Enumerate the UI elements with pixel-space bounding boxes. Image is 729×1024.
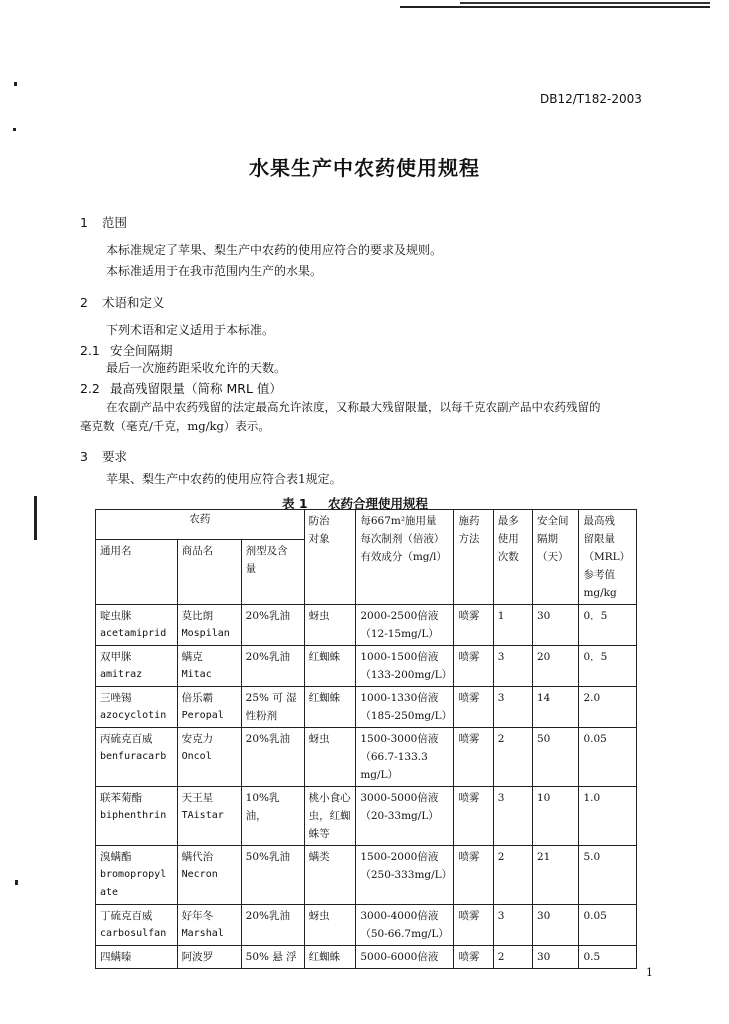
- cell-times-line: 2: [497, 733, 505, 745]
- table-row: [96, 605, 637, 646]
- cell-formulation-line: 20%乳油: [245, 610, 290, 622]
- cell-common-name-line: 丙硫克百威: [100, 733, 153, 745]
- cell-interval-line: 14: [536, 692, 551, 704]
- cell-target-line: 蚜虫: [308, 910, 330, 922]
- cell-target-line: 虫，红蜘: [308, 810, 351, 822]
- cell-interval: [532, 846, 578, 905]
- cell-target: [304, 846, 356, 905]
- cell-interval-line: 10: [536, 792, 551, 804]
- cell-common-name: [96, 905, 178, 946]
- cell-target-line: 螨类: [308, 851, 330, 863]
- cell-target: [304, 687, 356, 728]
- cell-trade-name: [177, 905, 241, 946]
- header-interval-line: 隔期: [536, 533, 558, 545]
- section-number: 2: [80, 295, 88, 310]
- cell-common-name-line: benfuracarb: [100, 751, 167, 762]
- header-method-line: 施药: [458, 515, 480, 527]
- table-row: [96, 728, 637, 787]
- cell-dosage-line: 1500-3000倍液: [360, 733, 439, 745]
- cell-dosage-line: 3000-5000倍液: [360, 792, 439, 804]
- cell-formulation: [241, 905, 304, 946]
- header-method-line: 方法: [458, 533, 480, 545]
- cell-target: [304, 605, 356, 646]
- section-3-intro: 苹果、梨生产中农药的使用应符合表1规定。: [106, 472, 342, 486]
- cell-dosage: [356, 728, 454, 787]
- section-title: 范围: [102, 215, 128, 230]
- cell-mrl: [579, 605, 637, 646]
- cell-target: [304, 905, 356, 946]
- cell-trade-name-line: 安克力: [181, 733, 214, 745]
- cell-trade-name-line: Mitac: [181, 669, 212, 680]
- scan-mark: [13, 128, 16, 131]
- cell-dosage-line: 2000-2500倍液: [360, 610, 439, 622]
- cell-trade-name-line: 倍乐霸: [181, 692, 214, 704]
- cell-method: [454, 905, 493, 946]
- header-target: [304, 510, 356, 605]
- header-trade-name: 商品名: [177, 540, 241, 605]
- cell-times: [493, 728, 532, 787]
- cell-formulation-line: 20%乳油: [245, 651, 290, 663]
- cell-method-line: 喷雾: [458, 651, 480, 663]
- section-number: 3: [80, 449, 88, 464]
- cell-mrl-line: 2.0: [583, 692, 601, 704]
- cell-times-line: 3: [497, 692, 505, 704]
- header-mrl: [579, 510, 637, 605]
- cell-dosage: [356, 605, 454, 646]
- cell-interval: [532, 787, 578, 846]
- cell-trade-name: [177, 946, 241, 969]
- section-2-1-text: 最后一次施药距采收允许的天数。: [106, 361, 287, 375]
- top-rule-secondary: [460, 2, 710, 4]
- cell-common-name-line: carbosulfan: [100, 928, 167, 939]
- section-1-heading: [80, 213, 127, 231]
- section-3-heading: [80, 447, 127, 465]
- cell-target: [304, 728, 356, 787]
- cell-times-line: 2: [497, 951, 505, 963]
- section-2-heading: [80, 293, 165, 311]
- cell-dosage-line: （50-66.7mg/L）: [360, 928, 449, 940]
- table-caption-title: 农药合理使用规程: [328, 496, 429, 511]
- cell-times: [493, 687, 532, 728]
- pesticide-table: [95, 509, 637, 969]
- cell-method-line: 喷雾: [458, 610, 480, 622]
- standard-code: DB12/T182-2003: [540, 92, 642, 106]
- header-times-line: 使用: [497, 533, 519, 545]
- header-times-line: 次数: [497, 551, 519, 563]
- cell-target-line: 红蜘蛛: [308, 651, 341, 663]
- cell-times-line: 3: [497, 910, 505, 922]
- section-2-2-heading: [80, 379, 282, 397]
- cell-trade-name-line: Marshal: [181, 928, 224, 939]
- cell-common-name: [96, 646, 178, 687]
- cell-common-name-line: biphenthrin: [100, 810, 167, 821]
- cell-mrl: [579, 646, 637, 687]
- header-interval: [532, 510, 578, 605]
- scan-mark: [15, 880, 18, 885]
- cell-common-name-line: ate: [100, 887, 119, 898]
- header-formulation-line: 量: [245, 563, 257, 576]
- cell-method: [454, 687, 493, 728]
- table-row: [96, 687, 637, 728]
- cell-interval: [532, 946, 578, 969]
- cell-dosage: [356, 787, 454, 846]
- cell-common-name-line: 三唑锡: [100, 692, 132, 704]
- table-row: [96, 787, 637, 846]
- cell-dosage-line: 1000-1330倍液: [360, 692, 439, 704]
- cell-method-line: 喷雾: [458, 792, 480, 804]
- cell-method-line: 喷雾: [458, 851, 480, 863]
- cell-target-line: 蛛等: [308, 828, 330, 840]
- cell-target-line: 红蜘蛛: [308, 692, 341, 704]
- table-row: [96, 646, 637, 687]
- cell-dosage-line: 3000-4000倍液: [360, 910, 439, 922]
- cell-mrl: [579, 687, 637, 728]
- header-pesticide: 农药: [96, 510, 305, 540]
- cell-common-name-line: bromopropyl: [100, 869, 167, 880]
- cell-trade-name-line: 天王星: [181, 792, 214, 804]
- cell-trade-name: [177, 787, 241, 846]
- cell-common-name-line: 双甲脒: [100, 651, 132, 663]
- cell-dosage-line: 1000-1500倍液: [360, 651, 439, 663]
- header-dosage: [356, 510, 454, 605]
- cell-dosage-line: 5000-6000倍液: [360, 951, 439, 963]
- cell-formulation-line: 10%乳油，: [245, 792, 280, 822]
- cell-common-name: [96, 687, 178, 728]
- cell-trade-name-line: 螨克: [181, 651, 203, 663]
- header-times: [493, 510, 532, 605]
- scan-mark: [14, 82, 17, 86]
- cell-target-line: 蚜虫: [308, 733, 330, 745]
- header-dosage-line: 有效成分（mg/l）: [360, 551, 447, 563]
- cell-mrl-line: 0．5: [583, 651, 608, 663]
- cell-trade-name-line: 螨代治: [181, 851, 214, 863]
- cell-interval-line: 50: [536, 733, 551, 745]
- header-mrl-line: mg/kg: [583, 587, 617, 599]
- cell-mrl: [579, 728, 637, 787]
- cell-dosage-line: 1500-2000倍液: [360, 851, 439, 863]
- cell-formulation-line: 25% 可 湿: [245, 692, 297, 704]
- cell-formulation: [241, 646, 304, 687]
- cell-mrl-line: 5.0: [583, 851, 601, 863]
- cell-common-name-line: acetamiprid: [100, 628, 167, 639]
- cell-interval: [532, 728, 578, 787]
- cell-common-name: [96, 605, 178, 646]
- scan-mark: [34, 496, 37, 540]
- cell-times: [493, 946, 532, 969]
- cell-common-name: [96, 946, 178, 969]
- cell-target: [304, 787, 356, 846]
- table-header-row-1: [96, 510, 637, 540]
- cell-dosage: [356, 687, 454, 728]
- header-mrl-line: （MRL）: [583, 551, 631, 563]
- cell-formulation-line: 20%乳油: [245, 733, 290, 745]
- header-mrl-line: 参考值: [583, 569, 615, 581]
- cell-times: [493, 846, 532, 905]
- cell-dosage-line: （20-33mg/L）: [360, 810, 439, 822]
- cell-trade-name-line: 好年冬: [181, 910, 214, 922]
- cell-common-name-line: 四螨嗪: [100, 951, 132, 963]
- cell-interval: [532, 905, 578, 946]
- cell-formulation: [241, 946, 304, 969]
- cell-interval: [532, 687, 578, 728]
- section-number: 2.1: [80, 343, 100, 358]
- table-row: [96, 905, 637, 946]
- cell-interval: [532, 646, 578, 687]
- cell-mrl: [579, 846, 637, 905]
- cell-mrl-line: 0．5: [583, 610, 608, 622]
- section-number: 2.2: [80, 381, 100, 396]
- cell-trade-name: [177, 687, 241, 728]
- cell-dosage: [356, 646, 454, 687]
- section-2-2-text-line-1: 在农副产品中农药残留的法定最高允许浓度，又称最大残留限量，以每千克农副产品中农药残留的: [106, 400, 601, 414]
- cell-times: [493, 787, 532, 846]
- cell-formulation-line: 20%乳油: [245, 910, 290, 922]
- cell-common-name: [96, 846, 178, 905]
- cell-formulation: [241, 846, 304, 905]
- top-rule: [400, 6, 710, 8]
- cell-dosage-line: mg/L）: [360, 769, 399, 781]
- cell-mrl: [579, 787, 637, 846]
- cell-times: [493, 646, 532, 687]
- cell-method: [454, 728, 493, 787]
- cell-dosage-line: （12-15mg/L）: [360, 628, 439, 640]
- section-number: 1: [80, 215, 88, 230]
- cell-formulation-line: 性粉剂: [245, 710, 278, 722]
- header-times-line: 最多: [497, 515, 519, 527]
- page-number: 1: [646, 966, 653, 979]
- table-body: [96, 605, 637, 969]
- cell-common-name: [96, 728, 178, 787]
- header-method: [454, 510, 493, 605]
- cell-trade-name: [177, 846, 241, 905]
- cell-formulation: [241, 728, 304, 787]
- section-title: 最高残留限量（简称 MRL 值）: [110, 381, 282, 396]
- cell-common-name-line: azocyclotin: [100, 710, 167, 721]
- table-caption-number: 表 1: [282, 496, 308, 511]
- cell-times-line: 3: [497, 792, 505, 804]
- header-formulation-line: 剂型及含: [245, 545, 288, 558]
- section-2-1-heading: [80, 341, 173, 359]
- cell-dosage: [356, 905, 454, 946]
- cell-mrl-line: 1.0: [583, 792, 601, 804]
- cell-common-name-line: 丁硫克百威: [100, 910, 153, 922]
- cell-interval: [532, 605, 578, 646]
- cell-interval-line: 30: [536, 610, 551, 622]
- cell-target-line: 红蜘蛛: [308, 951, 341, 963]
- cell-method: [454, 846, 493, 905]
- cell-method-line: 喷雾: [458, 951, 480, 963]
- cell-dosage-line: （250-333mg/L）: [360, 869, 453, 881]
- cell-trade-name-line: Necron: [181, 869, 218, 880]
- cell-mrl: [579, 946, 637, 969]
- cell-times: [493, 605, 532, 646]
- header-mrl-line: 留限量: [583, 533, 615, 545]
- section-title: 要求: [102, 449, 128, 464]
- cell-trade-name-line: TAistar: [181, 810, 224, 821]
- cell-times: [493, 905, 532, 946]
- cell-target-line: 桃小食心: [308, 792, 351, 804]
- page-title: 水果生产中农药使用规程: [249, 156, 480, 180]
- cell-method: [454, 605, 493, 646]
- cell-mrl-line: 0.05: [583, 910, 607, 922]
- cell-interval-line: 30: [536, 910, 551, 922]
- cell-times-line: 2: [497, 851, 505, 863]
- cell-target-line: 蚜虫: [308, 610, 330, 622]
- cell-trade-name-line: Oncol: [181, 751, 212, 762]
- cell-trade-name: [177, 646, 241, 687]
- cell-trade-name-line: 阿波罗: [181, 951, 214, 963]
- header-formulation: [241, 540, 304, 605]
- cell-trade-name-line: 莫比朗: [181, 610, 214, 622]
- cell-formulation: [241, 605, 304, 646]
- cell-dosage-line: （66.7-133.3: [360, 751, 428, 763]
- cell-method: [454, 946, 493, 969]
- cell-times-line: 1: [497, 610, 505, 622]
- table-row: [96, 846, 637, 905]
- cell-trade-name: [177, 728, 241, 787]
- cell-common-name: [96, 787, 178, 846]
- header-common-name: 通用名: [96, 540, 178, 605]
- header-interval-line: 安全间: [536, 515, 569, 527]
- section-1-paragraph-2: 本标准适用于在我市范围内生产的水果。: [106, 264, 323, 278]
- cell-method: [454, 646, 493, 687]
- cell-formulation-line: 50% 悬 浮: [245, 951, 297, 963]
- cell-trade-name: [177, 605, 241, 646]
- cell-common-name-line: 啶虫脒: [100, 610, 132, 622]
- cell-trade-name-line: Mospilan: [181, 628, 230, 639]
- cell-method-line: 喷雾: [458, 733, 480, 745]
- cell-mrl: [579, 905, 637, 946]
- cell-method: [454, 787, 493, 846]
- cell-target: [304, 946, 356, 969]
- cell-formulation-line: 50%乳油: [245, 851, 290, 863]
- cell-method-line: 喷雾: [458, 910, 480, 922]
- header-dosage-line: 每次制剂（倍液）: [360, 533, 445, 545]
- cell-common-name-line: amitraz: [100, 669, 143, 680]
- cell-trade-name-line: Peropal: [181, 710, 224, 721]
- cell-common-name-line: 溴螨酯: [100, 851, 132, 863]
- cell-formulation: [241, 787, 304, 846]
- cell-formulation: [241, 687, 304, 728]
- header-target-line: 对象: [308, 533, 330, 545]
- cell-dosage: [356, 846, 454, 905]
- table-row: [96, 946, 637, 969]
- cell-mrl-line: 0.5: [583, 951, 601, 963]
- section-2-intro: 下列术语和定义适用于本标准。: [106, 323, 275, 337]
- cell-mrl-line: 0.05: [583, 733, 607, 745]
- cell-dosage-line: （185-250mg/L）: [360, 710, 453, 722]
- cell-dosage-line: （133-200mg/L）: [360, 669, 453, 681]
- cell-interval-line: 20: [536, 651, 551, 663]
- header-mrl-line: 最高残: [583, 515, 615, 527]
- cell-method-line: 喷雾: [458, 692, 480, 704]
- section-title: 术语和定义: [102, 295, 165, 310]
- section-1-paragraph-1: 本标准规定了苹果、梨生产中农药的使用应符合的要求及规则。: [106, 243, 443, 257]
- header-interval-line: （天）: [536, 551, 569, 563]
- cell-target: [304, 646, 356, 687]
- cell-interval-line: 30: [536, 951, 551, 963]
- section-2-2-text-line-2: 毫克数（毫克/千克，mg/kg）表示。: [80, 419, 270, 433]
- cell-interval-line: 21: [536, 851, 551, 863]
- section-title: 安全间隔期: [110, 343, 173, 358]
- header-target-line: 防治: [308, 515, 330, 527]
- header-dosage-line: 每667m²施用量: [360, 515, 437, 527]
- cell-dosage: [356, 946, 454, 969]
- cell-common-name-line: 联苯菊酯: [100, 792, 142, 804]
- cell-times-line: 3: [497, 651, 505, 663]
